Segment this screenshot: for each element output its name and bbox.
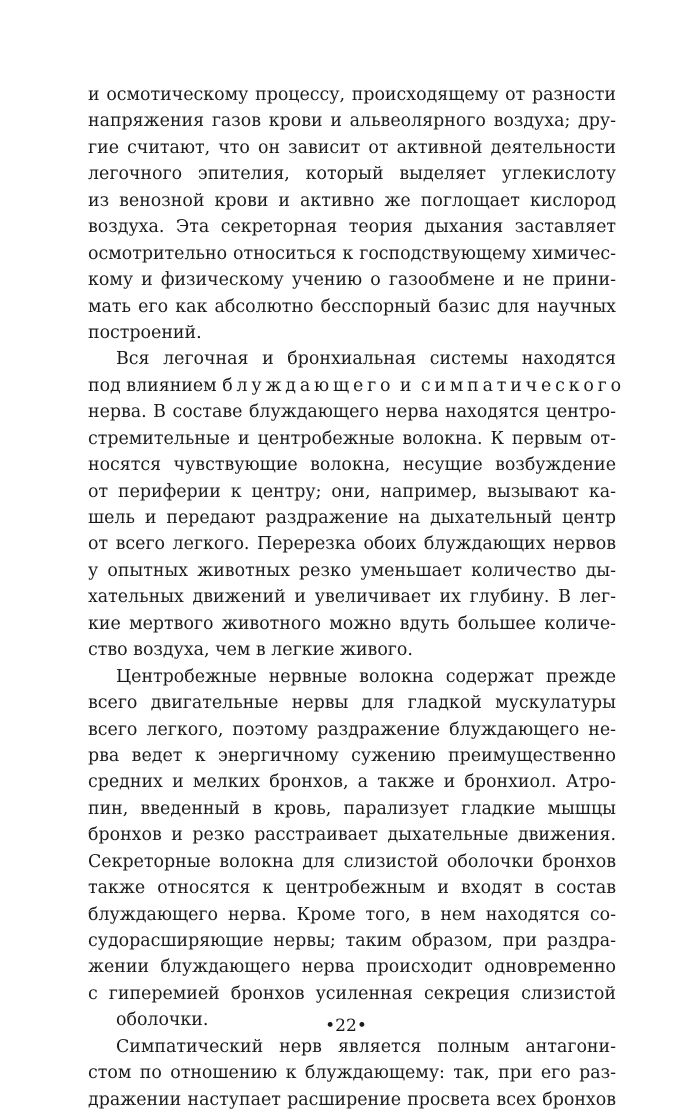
- spaced-term: блуждающего: [222, 375, 395, 396]
- text-line: мать его как абсолютно бесспорный базис для научных: [88, 296, 616, 317]
- text-line: напряжения газов крови и альвеолярного воздуха; дру-: [88, 111, 616, 132]
- text-line: у опытных животных резко уменьшает количество ды-: [88, 560, 616, 581]
- text-line: оболочки.: [116, 1010, 209, 1031]
- text-line: воздуха. Эта секреторная теория дыхания заставляет: [88, 217, 616, 238]
- text-line: от периферии к центру; они, например, вызывают ка-: [88, 481, 616, 502]
- text-line: судорасширяющие нервы; таким образом, при раздра-: [88, 931, 616, 951]
- text-line: из венозной крови и активно же поглощает кислород: [88, 190, 616, 211]
- text-line: шель и передают раздражение на дыхательный центр: [88, 508, 616, 528]
- paragraph-1: [88, 82, 616, 346]
- paragraph-4: [88, 1034, 616, 1113]
- text-fragment: под влиянием: [88, 375, 217, 396]
- text-line: гие считают, что он зависит от активной деятельности: [88, 137, 616, 158]
- text-line: дражении наступает расширение просвета всех бронхов: [88, 1089, 616, 1110]
- text-line: и осмотическому процессу, происходящему от разности: [88, 85, 616, 105]
- text-line: всего двигательные нервы для гладкой мускулатуры: [88, 693, 616, 714]
- text-line: Центробежные нервные волокна содержат прежде: [116, 666, 616, 687]
- spaced-term: симпатического: [420, 375, 625, 396]
- text-line: средних и мелких бронхов, а также и бронхиол. Атро-: [88, 772, 616, 793]
- text-line: также относятся к центробежным и входят в состав: [88, 878, 616, 899]
- text-line: жении блуждающего нерва происходит одновременно: [88, 957, 616, 978]
- text-line: блуждающего нерва. Кроме того, в нем находятся со-: [88, 904, 616, 925]
- text-line: кие мертвого животного можно вдуть большее количе-: [88, 613, 616, 634]
- page-body: [88, 82, 625, 1113]
- text-line: рва ведет к энергичному сужению преимущественно: [88, 745, 616, 766]
- text-line: ство воздуха, чем в легкие живого.: [88, 640, 413, 661]
- text-line: построений.: [88, 322, 202, 343]
- text-line: всего легкого, поэтому раздражение блуждающего не-: [88, 719, 616, 740]
- text-line: от всего легкого. Перерезка обоих блуждающих нервов: [88, 534, 616, 555]
- text-line-spaced: [88, 373, 625, 399]
- text-line: Вся легочная и бронхиальная системы находятся: [116, 349, 616, 370]
- text-line: пин, введенный в кровь, парализует гладкие мышцы: [88, 798, 616, 819]
- text-line: Симпатический нерв является полным антагони-: [116, 1036, 616, 1057]
- paragraph-3: [88, 664, 616, 1034]
- spaced-term: и: [399, 375, 416, 396]
- text-line: с гиперемией бронхов усиленная секреция слизистой: [88, 983, 616, 1004]
- text-line: нерва. В составе блуждающего нерва находятся центро-: [88, 402, 616, 423]
- text-line: кому и физическому учению о газообмене и не прини-: [88, 270, 616, 291]
- text-line: бронхов и резко расстраивает дыхательные движения.: [88, 825, 616, 846]
- paragraph-2: [88, 346, 625, 663]
- text-line: легочного эпителия, который выделяет углекислоту: [88, 164, 616, 185]
- text-line: осмотрительно относиться к господствующему химичес-: [88, 243, 616, 264]
- page-number: •22•: [325, 1016, 367, 1036]
- text-line: носятся чувствующие волокна, несущие возбуждение: [88, 455, 616, 476]
- text-line: Секреторные волокна для слизистой оболочки бронхов: [88, 851, 616, 872]
- text-line: стремительные и центробежные волокна. К первым от-: [88, 428, 616, 449]
- text-line: стом по отношению к блуждающему: так, при его раз-: [88, 1063, 616, 1084]
- text-line: хательных движений и увеличивает их глубину. В лег-: [88, 587, 616, 608]
